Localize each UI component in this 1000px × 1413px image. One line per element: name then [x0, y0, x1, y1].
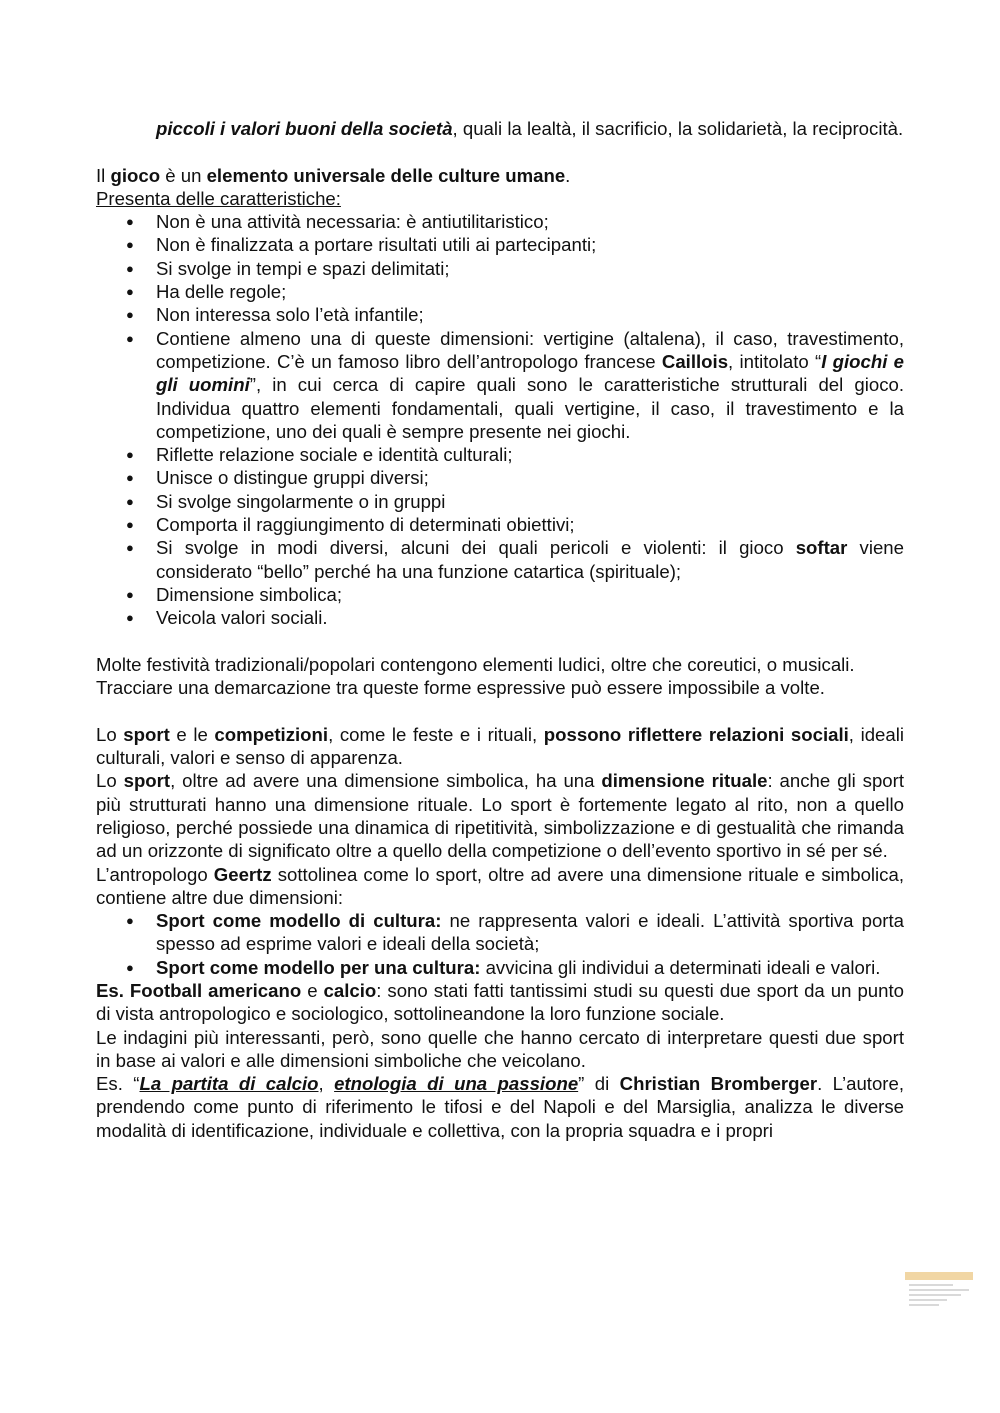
characteristics-heading — [96, 187, 904, 210]
characteristics-list — [96, 210, 904, 629]
sport1-text: e le — [169, 723, 215, 745]
list-item: ● Comporta il raggiungimento di determinati obiettivi; — [96, 513, 904, 536]
intro-paragraph — [96, 117, 904, 140]
list-item: ● Riflette relazione sociale e identità culturali; — [96, 443, 904, 466]
sport2-text: Lo — [96, 770, 124, 792]
list-item — [96, 956, 904, 979]
softar-bold: softar — [795, 537, 848, 559]
geertz-text: sottolinea come lo sport, oltre ad avere una dimensione rituale e simbolica, contiene altre due dimensioni: — [96, 863, 904, 908]
intro-text: , quali la lealtà, il sacrificio, la solidarietà, la reciprocità. — [452, 118, 904, 139]
list-item-softar — [96, 536, 904, 583]
list-item-caillois — [96, 327, 904, 443]
watermark-logo — [905, 1272, 973, 1308]
softar-text: viene considerato “bello” perché ha una funzione catartica (spirituale); — [156, 537, 904, 582]
bromberger-author: Christian Bromberger — [619, 1073, 818, 1095]
bromberger-text: . L’autore, prendendo come punto di riferimento le tifosi e del Napoli e del Marsiglia, analizza le diverse modalità di identificazione, individuale e collettiva, con la propria squadra e i propri — [96, 1073, 905, 1141]
football-text: e — [301, 979, 324, 1001]
bromberger-paragraph — [96, 1072, 904, 1142]
document-page — [96, 117, 904, 1142]
list-item: ● Non interessa solo l’età infantile; — [96, 303, 904, 326]
bromberger-book-subtitle: etnologia di una passione — [334, 1073, 579, 1095]
geertz-item-text: avvicina gli individui a determinati ideali e valori. — [480, 956, 881, 978]
list-item: ● Si svolge in tempi e spazi delimitati; — [96, 257, 904, 280]
list-item: ● Non è una attività necessaria: è antiutilitaristico; — [96, 210, 904, 233]
sport1-bold: competizioni — [214, 723, 329, 745]
geertz-list — [96, 909, 904, 979]
caillois-text: , intitolato “ — [728, 350, 822, 372]
list-item: ● Dimensione simbolica; — [96, 583, 904, 606]
gioco-text: . — [565, 164, 571, 186]
intro-bold-italic: piccoli i valori buoni della società — [156, 118, 453, 139]
bromberger-text: Es. “ — [96, 1073, 140, 1095]
list-item: ● Si svolge singolarmente o in gruppi — [96, 490, 904, 513]
festivita-paragraph: Molte festività tradizionali/popolari contengono elementi ludici, oltre che coreutici, o musicali. — [96, 653, 855, 675]
bromberger-text: , — [318, 1073, 335, 1095]
list-item: ● Veicola valori sociali. — [96, 606, 904, 629]
football-bold: Es. Football americano — [96, 979, 302, 1001]
list-item: ● Non è finalizzata a portare risultati utili ai partecipanti; — [96, 233, 904, 256]
caillois-bold: Caillois — [661, 350, 729, 372]
football-paragraph — [96, 979, 904, 1026]
sport1-bold: possono riflettere relazioni sociali — [543, 723, 849, 745]
sport1-text: , ideali culturali, valori e senso di apparenza. — [96, 723, 904, 769]
gioco-text: è un — [160, 164, 207, 186]
bromberger-book-title: La partita di calcio — [139, 1073, 319, 1095]
sport2-bold: sport — [123, 770, 171, 792]
tracciare-paragraph: Tracciare una demarcazione tra queste forme espressive può essere impossibile a volte. — [96, 677, 825, 699]
geertz-paragraph — [96, 863, 904, 910]
geertz-bold: Geertz — [213, 863, 272, 885]
football-text: : sono stati fatti tantissimi studi su questi due sport da un punto di vista antropologico e sociologico, sottolineandone la loro funzione sociale. — [96, 979, 904, 1025]
book-title: I giochi e gli uomini — [156, 350, 904, 396]
football-bold: calcio — [323, 979, 377, 1001]
geertz-item-bold: Sport come modello per una cultura: — [156, 956, 481, 978]
sport2-text: , oltre ad avere una dimensione simbolica, ha una — [170, 770, 602, 792]
geertz-text: L’antropologo — [96, 863, 214, 885]
sport1-bold: sport — [123, 723, 170, 745]
caillois-text: Contiene almeno una di queste dimensioni: vertigine (altalena), il caso, travestimento, competizione. C’è un famoso libro dell’antropologo francese — [156, 327, 904, 372]
gioco-paragraph — [96, 164, 904, 187]
list-item: ● Ha delle regole; — [96, 280, 904, 303]
sport1-text: , come le feste e i rituali, — [328, 723, 544, 745]
bromberger-text: ” di — [578, 1073, 620, 1095]
sport1-text: Lo — [96, 723, 124, 745]
characteristics-heading-text: Presenta delle caratteristiche: — [96, 187, 341, 209]
sport2-text: : anche gli sport più strutturati hanno una dimensione rituale. Lo sport è fortemente legato al rito, non a quello religioso, perché possiede una dinamica di ripetitività, simbolizzazione e di gestualità che rimanda ad un orizzonte di significato oltre a quello della competizione o dell’evento sportivo in sé per sé. — [96, 770, 904, 862]
list-item: ● Unisce o distingue gruppi diversi; — [96, 466, 904, 489]
list-item — [96, 909, 904, 956]
gioco-bold: elemento universale delle culture umane — [206, 164, 566, 186]
sport-paragraph-2 — [96, 769, 904, 862]
sport2-bold: dimensione rituale — [601, 770, 768, 792]
gioco-bold: gioco — [110, 164, 161, 186]
softar-text: Si svolge in modi diversi, alcuni dei quali pericoli e violenti: il gioco — [156, 537, 796, 559]
indagini-paragraph: Le indagini più interessanti, però, sono quelle che hanno cercato di interpretare questi due sport in base ai valori e alle dimensioni simboliche che veicolano. — [96, 1026, 904, 1071]
gioco-text: Il — [96, 164, 111, 186]
geertz-item-text: ne rappresenta valori e ideali. L’attività sportiva porta spesso ad esprime valori e ideali della società; — [156, 910, 904, 955]
sport-paragraph-1 — [96, 723, 904, 770]
geertz-item-bold: Sport come modello di cultura: — [156, 910, 442, 932]
caillois-text: ”, in cui cerca di capire quali sono le caratteristiche strutturali del gioco. Individua quattro elementi fondamentali, quali vertigine, il caso, il travestimento e la competizione, uno dei quali è sempre presente nei giochi. — [156, 374, 904, 442]
